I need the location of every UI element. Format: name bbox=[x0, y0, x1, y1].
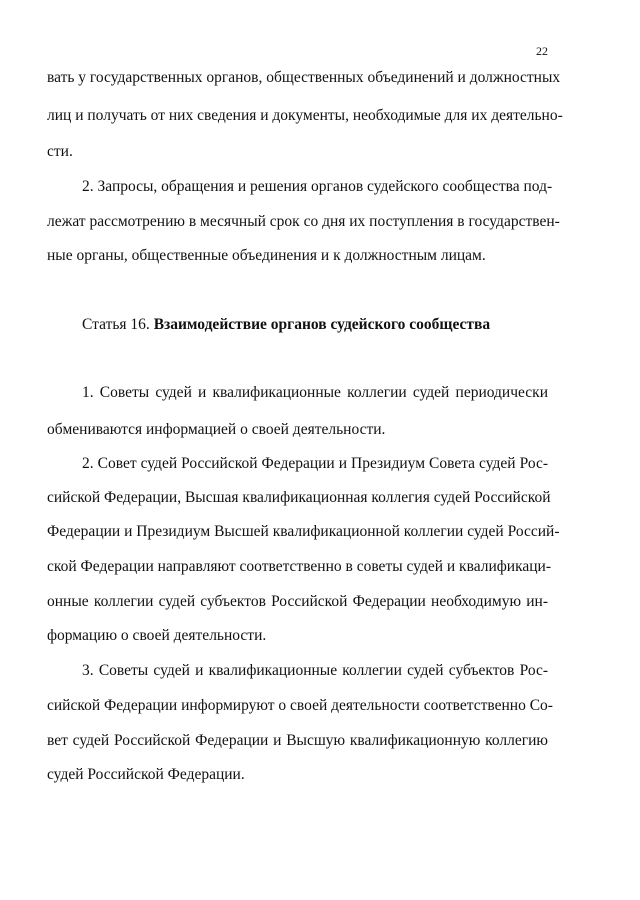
text-line: 2. Запросы, обращения и решения органов судейского сообщества под- bbox=[82, 178, 553, 195]
text-line: формацию о своей деятельности. bbox=[47, 627, 267, 644]
article-title: Взаимодействие органов судейского сообщества bbox=[153, 316, 491, 333]
text-line: лежат рассмотрению в месячный срок со дня их поступления в государствен- bbox=[47, 213, 560, 230]
text-line: 3. Советы судей и квалификационные коллегии судей субъектов Рос- bbox=[82, 662, 548, 679]
text-line: 1. Советы судей и квалификационные коллегии судей периодически bbox=[82, 384, 548, 401]
text-line: сийской Федерации, Высшая квалификационная коллегия судей Российской bbox=[47, 489, 551, 506]
text-line: ные органы, общественные объединения и к должностным лицам. bbox=[47, 247, 486, 264]
text-line: лиц и получать от них сведения и документы, необходимые для их деятельно- bbox=[47, 107, 563, 124]
text-line: судей Российской Федерации. bbox=[47, 766, 245, 783]
text-line: онные коллегии судей субъектов Российской Федерации необходимую ин- bbox=[47, 593, 548, 610]
text-line: 2. Совет судей Российской Федерации и Президиум Совета судей Рос- bbox=[82, 455, 548, 472]
article-label: Статья 16. bbox=[82, 316, 150, 333]
text-line: сийской Федерации информируют о своей деятельности соответственно Со- bbox=[47, 697, 553, 714]
text-line: Федерации и Президиум Высшей квалификационной коллегии судей Россий- bbox=[47, 523, 560, 540]
article-heading bbox=[82, 315, 490, 335]
text-line: обмениваются информацией о своей деятельности. bbox=[47, 421, 386, 438]
text-line: ской Федерации направляют соответственно в советы судей и квалификаци- bbox=[47, 558, 552, 575]
text-line: вать у государственных органов, общественных объединений и должностных bbox=[47, 69, 561, 86]
text-line: вет судей Российской Федерации и Высшую квалификационную коллегию bbox=[47, 732, 548, 749]
text-line: сти. bbox=[47, 143, 73, 160]
page-number: 22 bbox=[536, 44, 548, 58]
